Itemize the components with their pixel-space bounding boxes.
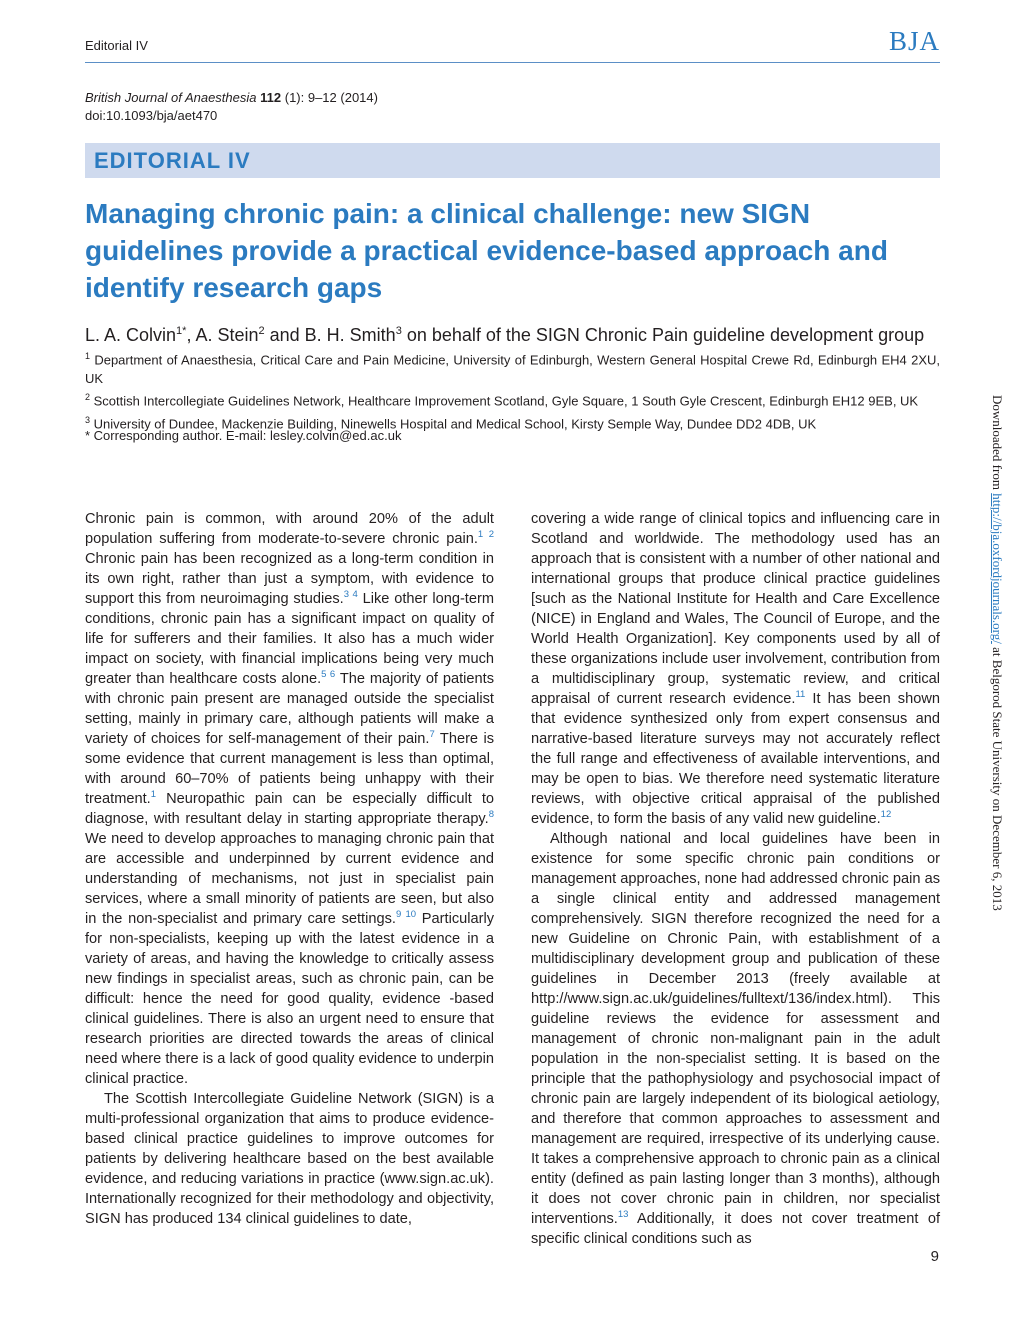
ref-link[interactable]: 8 [488, 809, 494, 821]
paragraph: The Scottish Intercollegiate Guideline Network (SIGN) is a multi-professional organization that aims to produce evidence-based clinical practice guidelines to improve outcomes for patients by delivering healthcare based on the best available evidence, and reducing variations in practice (www.sign.ac.uk). Internationally recognized for their methodology and objectivity, SIGN has produced 134 clinical guidelines to date, [85, 1091, 494, 1227]
paragraph: covering a wide range of clinical topics and influencing care in Scotland and worldwide. The methodology used has an approach that is consistent with a number of other national and international groups that produce clinical practice guidelines [such as the National Institute for Health and Care Excellence (NICE) in England and Wales, The Council of Europe, and the World Health Organization]. Key components used by all of these organizations include user involvement, contribution from a multidisciplinary group, systematic review, and critical appraisal of current research evidence.$^{11}$ It has been shown that evidence synthesized only from expert consensus and narrative-based literature surveys may not accurately reflect the full range and effectiveness of available interventions, and may be open to bias. We therefore need systematic literature reviews, with objective critical appraisal of the published evidence, to form the basis of any valid new guideline.$^{12}$ [531, 511, 940, 827]
ref-link[interactable]: 1 2 [477, 529, 494, 541]
author-affil-sup: 2 [258, 325, 265, 337]
author-colvin: L. A. Colvin [85, 325, 177, 345]
journal-logo: BJA [888, 26, 940, 56]
header-divider [85, 62, 940, 63]
affil-text: Scottish Intercollegiate Guidelines Network, Healthcare Improvement Scotland, Gyle Square, 1 South Gyle Crescent, Edinburgh EH12 9EB, UK [90, 393, 919, 409]
author-affil-sup: 3 [395, 325, 402, 337]
ref-link[interactable]: 3 4 [343, 589, 358, 601]
journal-volume: 112 [260, 90, 282, 105]
author-affil-sup: 1* [176, 325, 187, 337]
running-header: Editorial IV [85, 38, 148, 53]
body-column-right [531, 509, 940, 1249]
download-text: Downloaded from [990, 395, 1005, 494]
journal-url-link[interactable]: http://bja.oxfordjournals.org/ [990, 493, 1005, 644]
author-smith: and B. H. Smith [264, 325, 396, 345]
download-text: at Belgorod State University on December 6, 2013 [990, 643, 1005, 911]
article-title: Managing chronic pain: a clinical challenge: new SIGN guidelines provide a practical evidence-based approach and identify research gaps [85, 198, 888, 303]
affiliations [85, 347, 940, 433]
paragraph: Although national and local guidelines have been in existence for some specific chronic pain conditions or management approaches, none had addressed chronic pain as a single clinical entity and addressed management comprehensively. SIGN therefore recognized the need for a new Guideline on Chronic Pain, with establishment of a multidisciplinary development group and publication of these guidelines in December 2013 (freely available at http://www.sign.ac.uk/guidelines/fulltext/136/index.html). This guideline reviews the evidence for assessment and management of chronic non-malignant pain in the adult population in the non-specialist setting. It is based on the principle that the pathophysiology and psychosocial impact of chronic pain are largely independent of its biological aetiology, and therefore that common approaches to assessment and management are required, irrespective of its underlying cause. It takes a comprehensive approach to chronic pain as a clinical entity (defined as pain lasting longer than 3 months), although it does not cover chronic pain in children, nor specialist interventions.$^{13}$ Additionally, it does not cover treatment of specific clinical conditions such as [531, 831, 940, 1247]
journal-issue-pages: (1): 9–12 (2014) [281, 90, 378, 105]
author-line [85, 318, 985, 348]
body-column-left [85, 509, 494, 1229]
doi[interactable]: doi:10.1093/bja/aet470 [85, 108, 218, 123]
ref-link[interactable]: 13 [617, 1209, 629, 1221]
journal-name: British Journal of Anaesthesia [85, 90, 257, 105]
author-stein: , A. Stein [186, 325, 259, 345]
paragraph: Chronic pain is common, with around 20% of the adult population suffering from moderate-to-severe chronic pain.$^{1 2}$ Chronic pain has been recognized as a long-term condition in its own right, rather than just a symptom, with evidence to support this from neuroimaging studies.$^{3 4}$ Like other long-term conditions, chronic pain has a significant impact on quality of life for sufferers and their families. It also has a much wider impact on society, with financial implications being very much greater than healthcare costs alone.$^{5 6}$ The majority of patients with chronic pain present are managed outside the specialist setting, mainly in primary care, although patients will make a variety of choices for self-management of their pain.$^7$ There is some evidence that current management is less than optimal, with around 60–70% of patients being unhappy with their treatment.$^1$ Neuropathic pain can be especially difficult to diagnose, with resultant delay in starting appropriate therapy.$^8$ We need to develop approaches to managing chronic pain that are accessible and underpinned by current evidence and understanding of mechanisms, not just in specialist pain services, where a small minority of patients are seen, but also in the non-specialist and primary care settings.$^{9 10}$ Particularly for non-specialists, keeping up with the latest evidence in a variety of areas, and having the knowledge to critically assess new findings in specialist areas, such as chronic pain, can be difficult: hence the need for good quality, evidence -based clinical guidelines. There is also an urgent need to ensure that research priorities are directed towards the areas of clinical need where there is a lack of good quality evidence to underpin clinical practice. [85, 511, 494, 1087]
ref-link[interactable]: 7 [429, 729, 435, 741]
ref-link[interactable]: 5 6 [321, 669, 336, 681]
affil-text: University of Dundee, Mackenzie Building, Ninewells Hospital and Medical School, Kirsty Semple Way, Dundee DD2 4DB, UK [90, 415, 817, 431]
ref-link[interactable]: 12 [880, 809, 892, 821]
ref-link[interactable]: 1 [150, 789, 156, 801]
citation-line [85, 89, 378, 107]
author-group: on behalf of the SIGN Chronic Pain guideline development group [401, 325, 925, 345]
corresponding-author: * Corresponding author. E-mail: lesley.colvin@ed.ac.uk [85, 428, 402, 443]
affil-num: 2 [85, 392, 91, 403]
affiliation-2 [85, 388, 940, 410]
section-label: EDITORIAL IV [94, 148, 251, 173]
affil-num: 3 [85, 414, 91, 425]
citation-block [85, 89, 378, 125]
affil-num: 1 [85, 351, 91, 361]
page-number: 9 [930, 1248, 939, 1265]
ref-link[interactable]: 11 [795, 689, 806, 701]
ref-link[interactable]: 9 10 [395, 909, 417, 921]
section-banner [85, 143, 940, 178]
download-watermark [989, 395, 1005, 911]
affiliation-1 [85, 347, 940, 388]
affil-text: Department of Anaesthesia, Critical Care and Pain Medicine, University of Edinburgh, Western General Hospital Crewe Rd, Edinburgh EH4 2XU, UK [85, 352, 940, 387]
